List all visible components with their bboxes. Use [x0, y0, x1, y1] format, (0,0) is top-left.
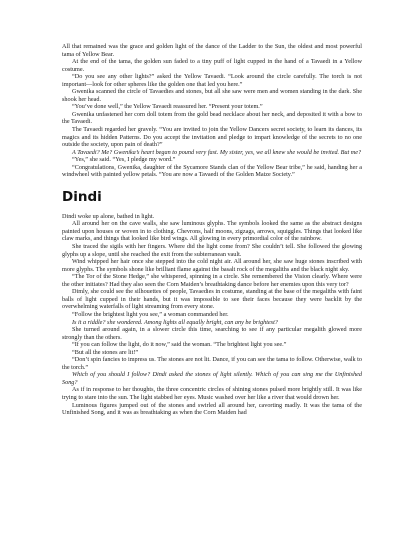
paragraph: Gwenika scanned the circle of Tavaedies and stones, but all she saw were men and women standing in the dark. She shook her head. — [62, 88, 362, 103]
paragraph: Dimly, she could see the silhouettes of people, Tavaedies in costume, standing at the base of the megaliths with faint balls of light cupped in their hands, but it was impossible to see their faces because they were backlit by the overwhelming waterfalls of light streaming from every stone. — [62, 288, 362, 311]
paragraph: As if in response to her thoughts, the three concentric circles of shining stones pulsed more brightly still. It was like trying to stare into the sun. The light stabbed her eyes. Music washed over her like a river that would drown her. — [62, 386, 362, 401]
paragraph: “The Tor of the Stone Hedge,” she whispered, spinning in a circle. She remembered the Vision clearly. Where were the other initiates? Had they also seen the Corn Maiden’s breathtaking dance before her enemies upon this very tor? — [62, 273, 362, 288]
paragraph: Dindi woke up alone, bathed in light. — [62, 212, 155, 220]
section-dindi — [62, 213, 362, 417]
chapter-title: Dindi — [62, 188, 102, 205]
paragraph: The Tavaedi regarded her gravely. “You are invited to join the Yellow Dancers secret society, to learn its dances, its magics and its hidden Patterns. Do you accept the invitation and pledge to impart knowledge of the secrets to no one outside the society, upon pain of death?” — [62, 126, 362, 149]
paragraph: She turned around again, in a slower circle this time, searching to see if any particular megalith glowed more strongly than the others. — [62, 326, 362, 341]
paragraph: Gwenika unfastened her corn doll totem from the gold bead necklace about her neck, and deposited it with a bow to the Tavaedi. — [62, 110, 362, 126]
paragraph-italic: A Tavaedi? Me? Gwenika’s heart began to pound very fast. My sister, yes, we all knew she would be invited. But me? — [72, 148, 362, 156]
paragraph: “Follow the brightest light you see,” a woman commanded her. — [72, 310, 229, 318]
paragraph: Luminous figures jumped out of the stones and swirled all around her, cavorting madly. It was the tama of the Unfinished Song, and it was as breathtaking as when the Corn Maiden had — [62, 401, 362, 417]
paragraph: “But all the stones are lit!” — [72, 348, 139, 356]
paragraph: “Do you see any other lights?” asked the Yellow Tavaedi. “Look around the circle carefully. The torch is not important—look for other spheres like the golden one that led you here.” — [62, 73, 362, 88]
paragraph: “You’ve done well,” the Yellow Tavaedi reassured her. “Present your totem.” — [72, 103, 263, 111]
paragraph: Wind whipped her hair once she stepped into the cold night air. All around her, she saw huge stones inscribed with more glyphs. The symbols shone like brilliant flame against the basalt rock of the megaliths and the black night sky. — [62, 258, 362, 273]
paragraph: “Congratulations, Gwenika, daughter of the Sycamore Stands clan of the Yellow Bear tribe,” he said, handing her a windwheel with painted yellow petals. “You are now a Tavaedi of the Golden Maize Society.” — [62, 163, 362, 179]
paragraph-italic: Is it a riddle? she wondered. Among lights all equally bright, can any be brightest? — [72, 318, 278, 326]
section-golden-maize — [62, 43, 362, 179]
paragraph: “If you can follow the light, do it now,” said the woman. “The brightest light you see.” — [72, 341, 287, 349]
book-page — [62, 43, 362, 417]
paragraph-italic: Which of you should I follow? Dindi asked the stones of light silently. Which of you can sing me the Unfinished Song? — [62, 371, 362, 386]
paragraph: All around her on the cave walls, she saw luminous glyphs. The symbols looked the same as the abstract designs painted upon houses or woven in to clothing. Chevrons, half moons, zigzags, arrows, squiggles. Things that looked like claw marks, and things that looked like bird wings. All glowing in every primordial color of the rainbow. — [62, 220, 362, 243]
paragraph: “Yes,” she said. “Yes, I pledge my word.” — [72, 156, 176, 164]
paragraph: She traced the sigils with her fingers. Where did the light come from? She couldn’t tell. She followed the glowing glyphs up a slope, until she reached the exit from the subterranean vault. — [62, 243, 362, 258]
paragraph: At the end of the tama, the golden sun faded to a tiny puff of light cupped in the hand of a Tavaedi in a Yellow costume. — [62, 58, 362, 73]
paragraph: All that remained was the grace and golden light of the dance of the Ladder to the Sun, the oldest and most powerful tama of Yellow Bear. — [62, 43, 362, 58]
paragraph: “Don’t spin fancies to impress us. The stones are not lit. Dance, if you can see the tama to follow. Otherwise, walk to the torch.” — [62, 356, 362, 371]
